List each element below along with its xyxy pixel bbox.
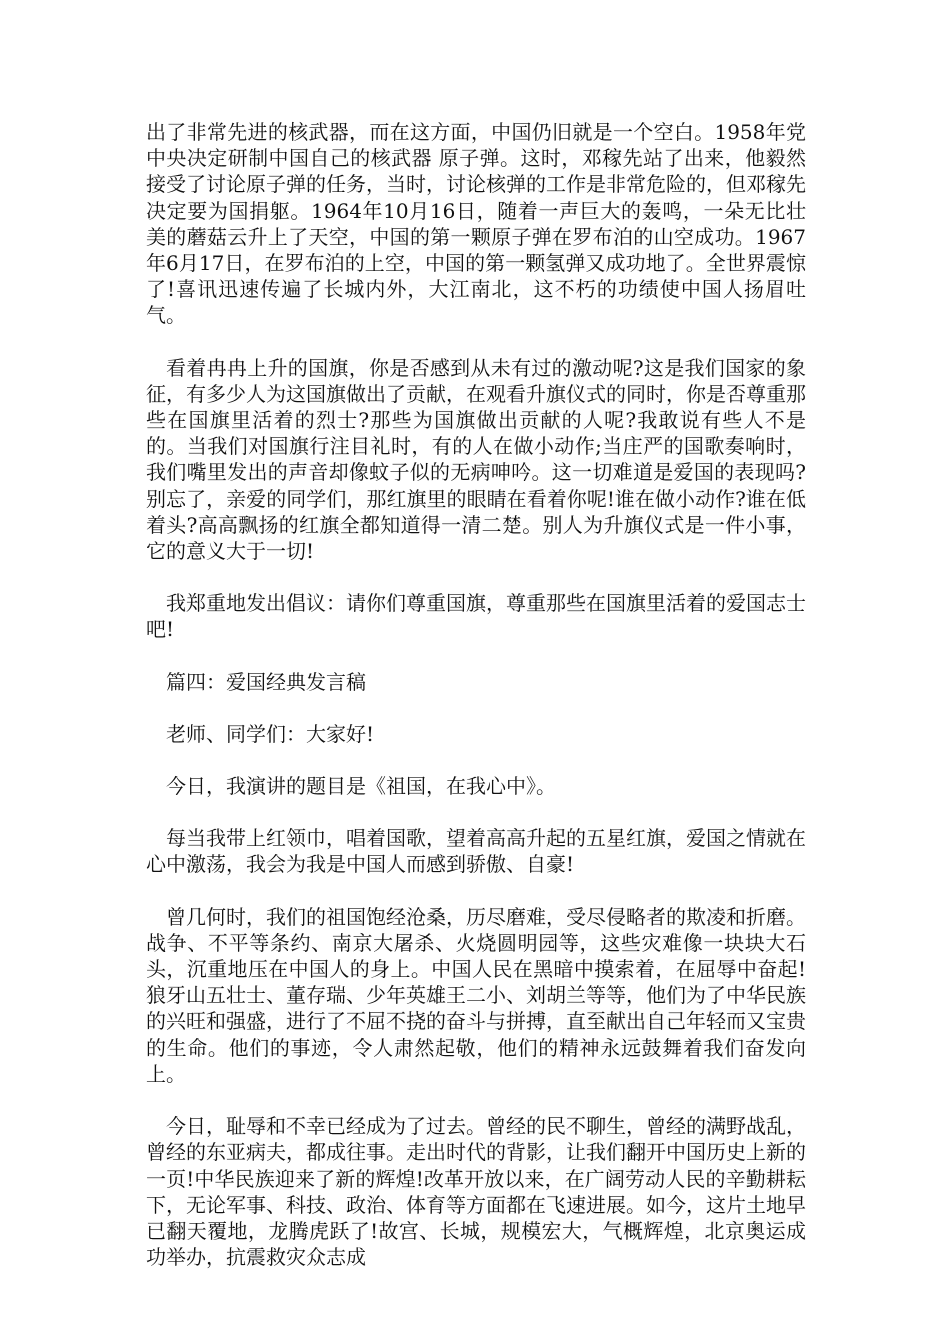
paragraph-history-hardship: 曾几何时，我们的祖国饱经沧桑，历尽磨难，受尽侵略者的欺凌和折磨。战争、不平等条约、南京大屠杀、火烧圆明园等，这些灾难像一块块大石头，沉重地压在中国人的身上。中国人民在黑暗中摸索着，在屈辱中奋起!狼牙山五壮士、董存瑞、少年英雄王二小、刘胡兰等等，他们为了中华民族的兴旺和强盛，进行了不屈不挠的奋斗与拼搏，直至献出自己年轻而又宝贵的生命。他们的事迹，令人肃然起敬，他们的精神永远鼓舞着我们奋发向上。	[146, 904, 806, 1086]
speech-title-line: 今日，我演讲的题目是《祖国，在我心中》。	[166, 774, 556, 799]
paragraph-proposal: 我郑重地发出倡议：请你们尊重国旗，尊重那些在国旗里活着的爱国志士吧!	[146, 591, 806, 642]
paragraph-red-scarf: 每当我带上红领巾，唱着国歌，望着高高升起的五星红旗，爱国之情就在心中激荡，我会为我是中国人而感到骄傲、自豪!	[146, 826, 806, 877]
section-heading: 篇四：爱国经典发言稿	[166, 669, 366, 694]
greeting: 老师、同学们：大家好!	[166, 721, 375, 746]
document-body	[146, 119, 806, 1270]
paragraph-modern-china: 今日，耻辱和不幸已经成为了过去。曾经的民不聊生，曾经的满野战乱，曾经的东亚病夫，都成往事。走出时代的背影，让我们翻开中国历史上新的一页!中华民族迎来了新的辉煌!改革开放以来，在广阔劳动人民的辛勤耕耘下，无论军事、科技、政治、体育等方面都在飞速进展。如今，这片土地早已翻天覆地，龙腾虎跃了!故宫、长城，规模宏大，气概辉煌，北京奥运成功举办，抗震救灾众志成	[146, 1114, 806, 1270]
paragraph-nuclear-history: 出了非常先进的核武器，而在这方面，中国仍旧就是一个空白。1958年党中央决定研制中国自己的核武器 原子弹。这时，邓稼先站了出来，他毅然接受了讨论原子弹的任务，当时，讨论核弹的工作是非常危险的，但邓稼先决定要为国捐躯。1964年10月16日，随着一声巨大的轰鸣，一朵无比壮美的蘑菇云升上了天空，中国的第一颗原子弹在罗布泊的山空成功。1967年6月17日，在罗布泊的上空，中国的第一颗氢弹又成功地了。全世界震惊了!喜讯迅速传遍了长城内外，大江南北，这不朽的功绩使中国人扬眉吐气。	[146, 120, 806, 328]
paragraph-national-flag: 看着冉冉上升的国旗，你是否感到从未有过的激动呢?这是我们国家的象征，有多少人为这国旗做出了贡献，在观看升旗仪式的同时，你是否尊重那些在国旗里活着的烈士?那些为国旗做出贡献的人呢?我敢说有些人不是的。当我们对国旗行注目礼时，有的人在做小动作;当庄严的国歌奏响时，我们嘴里发出的声音却像蚊子似的无病呻吟。这一切难道是爱国的表现吗?别忘了，亲爱的同学们，那红旗里的眼睛在看着你呢!谁在做小动作?谁在低着头?高高飘扬的红旗全都知道得一清二楚。别人为升旗仪式是一件小事，它的意义大于一切!	[146, 355, 806, 564]
